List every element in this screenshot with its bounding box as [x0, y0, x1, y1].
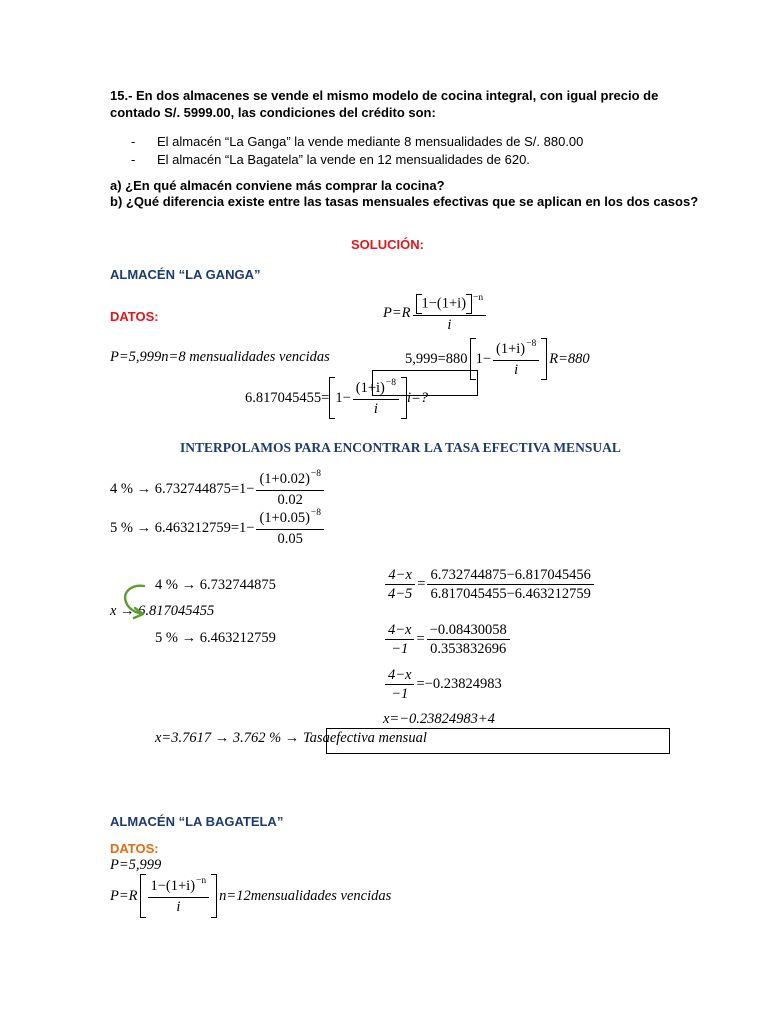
step3-left-fraction	[385, 667, 414, 702]
interpolation-heading: INTERPOLAMOS PARA ENCONTRAR LA TASA EFECTIVA MENSUAL	[180, 440, 621, 455]
bullet-la-bagatela: El almacén “La Bagatela” la vende en 12 mensualidades de 620.	[157, 152, 530, 167]
step2-right-fraction	[427, 622, 510, 657]
row4-lhs: 4 % → 6.732744875=1−	[110, 481, 255, 497]
row4-denominator: 0.02	[277, 492, 303, 508]
interp-step-1	[383, 567, 596, 602]
curved-green-arrow-icon	[114, 580, 154, 622]
bullet-la-ganga: El almacén “La Ganga” la vende mediante 8 mensualidades de S/. 880.00	[157, 134, 584, 149]
row4-numerator	[256, 471, 324, 491]
step1-left-denominator: 4−5	[388, 586, 413, 602]
row4-exponent: −8	[310, 469, 322, 479]
step2-left-numerator: 4−x	[385, 622, 414, 640]
bagatela-formula-numerator	[148, 875, 210, 898]
formula-numerator-text: 1−(1+i)	[421, 295, 467, 312]
equals-sign: =	[416, 631, 425, 647]
eq1-exponent: −8	[526, 338, 537, 349]
step1-right-denominator: 6.817045455−6.463212759	[430, 586, 591, 602]
interp-step-2	[383, 622, 512, 657]
row5-lhs: 5 % → 6.463212759=1−	[110, 520, 255, 536]
bagatela-formula-lhs: P=R	[110, 887, 138, 904]
step1-left-numerator: 4−x	[385, 567, 414, 585]
eq1-r: R=880	[549, 350, 590, 367]
left-bracket	[140, 874, 146, 918]
eq1-lhs: 5,999=880	[405, 350, 468, 367]
data-text: mensualidades vencidas	[189, 349, 330, 365]
step3-rhs: =−0.23824983	[416, 676, 502, 692]
row5-numerator	[256, 510, 324, 530]
bagatela-formula	[110, 874, 391, 918]
equals-sign: =	[417, 576, 426, 592]
interp-row-4-percent	[110, 471, 326, 508]
eq1-numerator	[493, 338, 539, 361]
interp-table-row-x: x → 6.817045455	[110, 603, 215, 619]
annuity-formula	[383, 294, 488, 333]
eq2-numerator	[353, 377, 399, 400]
bagatela-formula-fraction	[148, 875, 210, 915]
datos-label: DATOS:	[110, 841, 159, 856]
data-n: n=8	[161, 349, 186, 365]
result-boxed-label: Tasaefectiva mensual	[302, 730, 427, 746]
formula-fraction	[413, 294, 487, 333]
bullet-marker: -	[131, 152, 136, 167]
data-line	[110, 349, 330, 366]
step2-right-denominator: 0.353832696	[430, 641, 507, 657]
eq1-fraction	[493, 338, 539, 378]
step1-left-fraction	[385, 567, 415, 602]
step2-right-numerator: −0.08430058	[427, 622, 510, 640]
row5-exponent: −8	[310, 508, 322, 518]
step2-left-fraction	[385, 622, 414, 657]
bagatela-text: mensualidades vencidas	[250, 887, 392, 904]
eq2-fraction	[353, 377, 399, 417]
problem-line-1: 15.- En dos almacenes se vende el mismo modelo de cocina integral, con igual precio de	[110, 88, 659, 103]
bagatela-p-line: P=5,999	[110, 857, 162, 873]
solution-heading: SOLUCIÓN:	[351, 237, 424, 252]
equation-2	[245, 377, 428, 419]
bagatela-formula-exponent: −n	[196, 875, 207, 886]
eq2-exponent: −8	[385, 377, 396, 388]
row5-numerator-text: (1+0.05)	[259, 510, 310, 526]
bullet-marker: -	[131, 134, 136, 149]
interp-row-5-percent	[110, 510, 326, 547]
bagatela-n: n=12	[219, 887, 251, 904]
step2-left-denominator: −1	[391, 641, 409, 657]
eq1-one: 1−	[475, 350, 491, 367]
section-heading-la-bagatela: ALMACÉN “LA BAGATELA”	[110, 814, 284, 829]
interp-step-4: x=−0.23824983+4	[383, 711, 495, 727]
formula-denominator: i	[447, 317, 452, 333]
result-line	[155, 730, 427, 747]
eq2-lhs: 6.817045455=	[245, 389, 330, 406]
interp-table-row-4: 4 % → 6.732744875	[155, 577, 276, 593]
row4-fraction	[256, 471, 324, 508]
step3-left-numerator: 4−x	[385, 667, 414, 685]
right-bracket	[466, 294, 472, 314]
right-bracket	[541, 338, 547, 380]
step3-left-denominator: −1	[391, 686, 409, 702]
eq1-denominator: i	[514, 361, 519, 378]
interp-step-3	[383, 667, 502, 702]
row5-denominator: 0.05	[277, 531, 303, 547]
formula-lhs: P=R	[383, 305, 411, 321]
bagatela-formula-denominator: i	[176, 898, 181, 915]
bagatela-formula-numerator-text: 1−(1+i)	[150, 877, 196, 894]
interp-table-row-5: 5 % → 6.463212759	[155, 630, 276, 646]
step1-right-numerator: 6.732744875−6.817045456	[427, 567, 593, 585]
question-b: b) ¿Qué diferencia existe entre las tasas mensuales efectivas que se aplican en los dos casos?	[110, 194, 699, 209]
formula-exponent: −n	[473, 293, 484, 304]
result-main: x=3.7617 → 3.762 % →	[155, 730, 300, 746]
eq2-one: 1−	[335, 389, 351, 406]
question-a: a) ¿En qué almacén conviene más comprar la cocina?	[110, 178, 445, 193]
data-p: P=5,999	[110, 349, 162, 365]
section-heading-la-ganga: ALMACÉN “LA GANGA”	[110, 267, 261, 282]
eq2-denominator: i	[373, 400, 378, 417]
row4-numerator-text: (1+0.02)	[259, 471, 310, 487]
datos-label: DATOS:	[110, 309, 159, 324]
right-bracket	[211, 874, 217, 918]
eq2-i: i=?	[406, 389, 429, 406]
formula-numerator	[413, 294, 487, 316]
row5-fraction	[256, 510, 324, 547]
problem-line-2: contado S/. 5999.00, las condiciones del crédito son:	[110, 105, 436, 120]
eq1-numerator-text: (1+i)	[496, 340, 526, 357]
step1-right-fraction	[427, 567, 593, 602]
eq2-numerator-text: (1+i)	[355, 379, 385, 396]
